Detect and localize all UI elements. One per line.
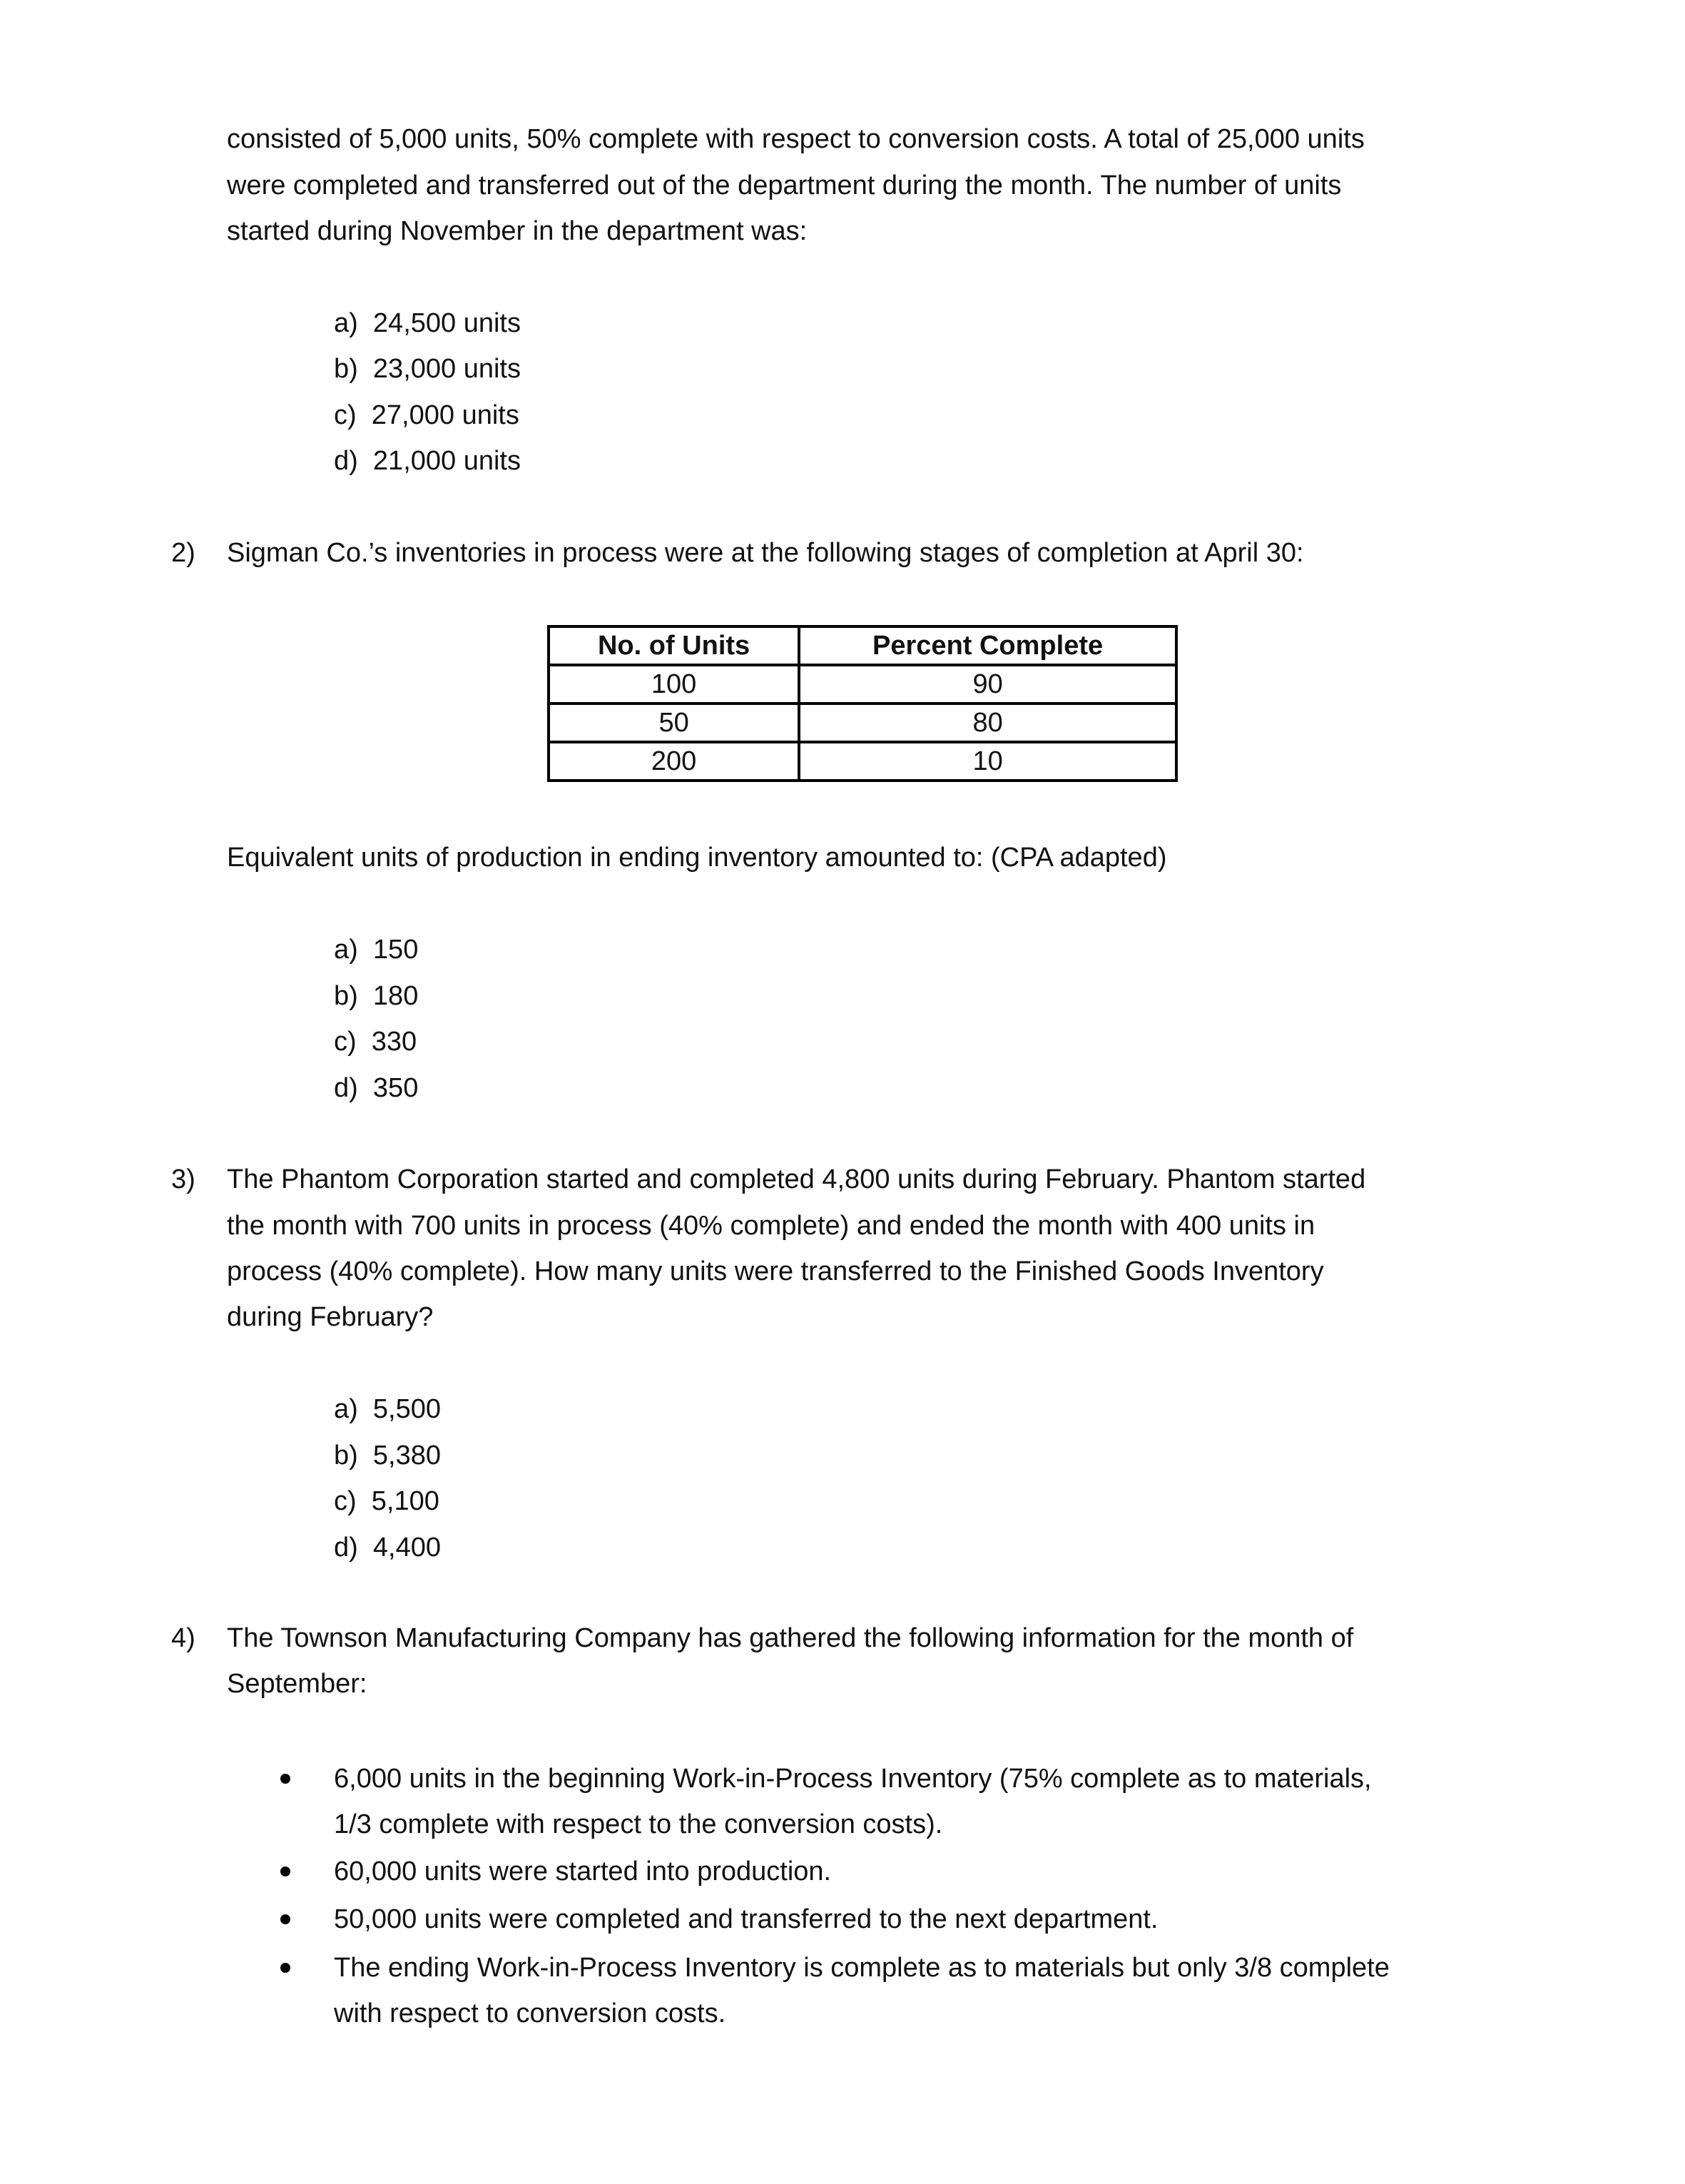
q3-line: during February? [227,1302,434,1332]
option-text: 5,100 [371,1486,439,1516]
option-text: 150 [372,935,419,965]
q1-option-a [334,300,521,346]
option-letter: b) [334,981,358,1011]
option-letter: c) [334,400,357,430]
q1-option-b [334,346,521,392]
bullet-icon [280,1866,290,1876]
q2-line: Sigman Co.’s inventories in process were at the following stages of completion at April 30: [227,538,1304,568]
q3-line: the month with 700 units in process (40% complete) and ended the month with 400 units in [227,1211,1315,1241]
table-cell: 90 [799,665,1176,704]
option-text: 330 [371,1027,417,1057]
table-row [549,665,1176,704]
q1-option-c [334,392,519,438]
q2-option-b [334,973,418,1019]
option-text: 24,500 units [372,308,521,338]
bullet-line: with respect to conversion costs. [334,1998,726,2028]
option-letter: b) [334,1441,358,1471]
option-letter: a) [334,308,358,338]
table-header-row [549,626,1176,665]
q2-option-d [334,1065,418,1111]
q4-line: The Townson Manufacturing Company has gathered the following information for the month of [227,1623,1354,1653]
table-row [549,704,1176,742]
q3-option-a [334,1386,441,1432]
q3-line: process (40% complete). How many units were transferred to the Finished Goods Inventory [227,1256,1324,1286]
bullet-icon [280,1914,290,1924]
option-text: 5,380 [372,1441,442,1471]
option-text: 21,000 units [372,446,521,476]
question-number: 2) [171,538,195,568]
q3-line: The Phantom Corporation started and completed 4,800 units during February. Phantom started [227,1164,1366,1194]
table-cell: 80 [799,704,1176,742]
option-letter: b) [334,354,358,384]
table-cell: 10 [799,742,1176,781]
option-text: 180 [372,981,419,1011]
option-letter: d) [334,1073,358,1103]
question-number: 4) [171,1623,195,1653]
option-text: 4,400 [372,1533,442,1563]
q1-line: consisted of 5,000 units, 50% complete with respect to conversion costs. A total of 25,000 units [227,124,1365,154]
q2-option-a [334,927,418,972]
bullet-line: 1/3 complete with respect to the conversion costs). [334,1809,943,1839]
bullet-line: 50,000 units were completed and transferred to the next department. [334,1904,1159,1934]
q3-option-b [334,1433,441,1478]
completion-table [547,625,1178,782]
option-letter: a) [334,1394,358,1424]
bullet-icon [280,1774,290,1784]
q2-followup: Equivalent units of production in ending inventory amounted to: (CPA adapted) [227,843,1167,873]
option-letter: c) [334,1486,357,1516]
table-cell: 200 [549,742,799,781]
option-text: 23,000 units [372,354,521,384]
q3-option-d [334,1525,441,1570]
q3-option-c [334,1478,439,1524]
table-row [549,742,1176,781]
bullet-line: 60,000 units were started into production. [334,1857,832,1886]
bullet-line: The ending Work-in-Process Inventory is complete as to materials but only 3/8 complete [334,1953,1390,1983]
table-cell: 100 [549,665,799,704]
option-text: 350 [372,1073,419,1103]
bullet-line: 6,000 units in the beginning Work-in-Process Inventory (75% complete as to materials, [334,1764,1372,1794]
q2-option-c [334,1019,417,1065]
q1-line: were completed and transferred out of the department during the month. The number of units [227,171,1342,200]
option-letter: d) [334,1533,358,1563]
option-letter: a) [334,935,358,965]
q1-option-d [334,438,521,484]
option-letter: c) [334,1027,357,1057]
header-cell: No. of Units [549,626,799,665]
q1-line: started during November in the department was: [227,216,808,246]
question-number: 3) [171,1164,195,1194]
header-cell: Percent Complete [799,626,1176,665]
option-text: 27,000 units [371,400,519,430]
option-text: 5,500 [372,1394,442,1424]
q4-line: September: [227,1669,367,1699]
bullet-icon [280,1963,290,1973]
table-cell: 50 [549,704,799,742]
option-letter: d) [334,446,358,476]
